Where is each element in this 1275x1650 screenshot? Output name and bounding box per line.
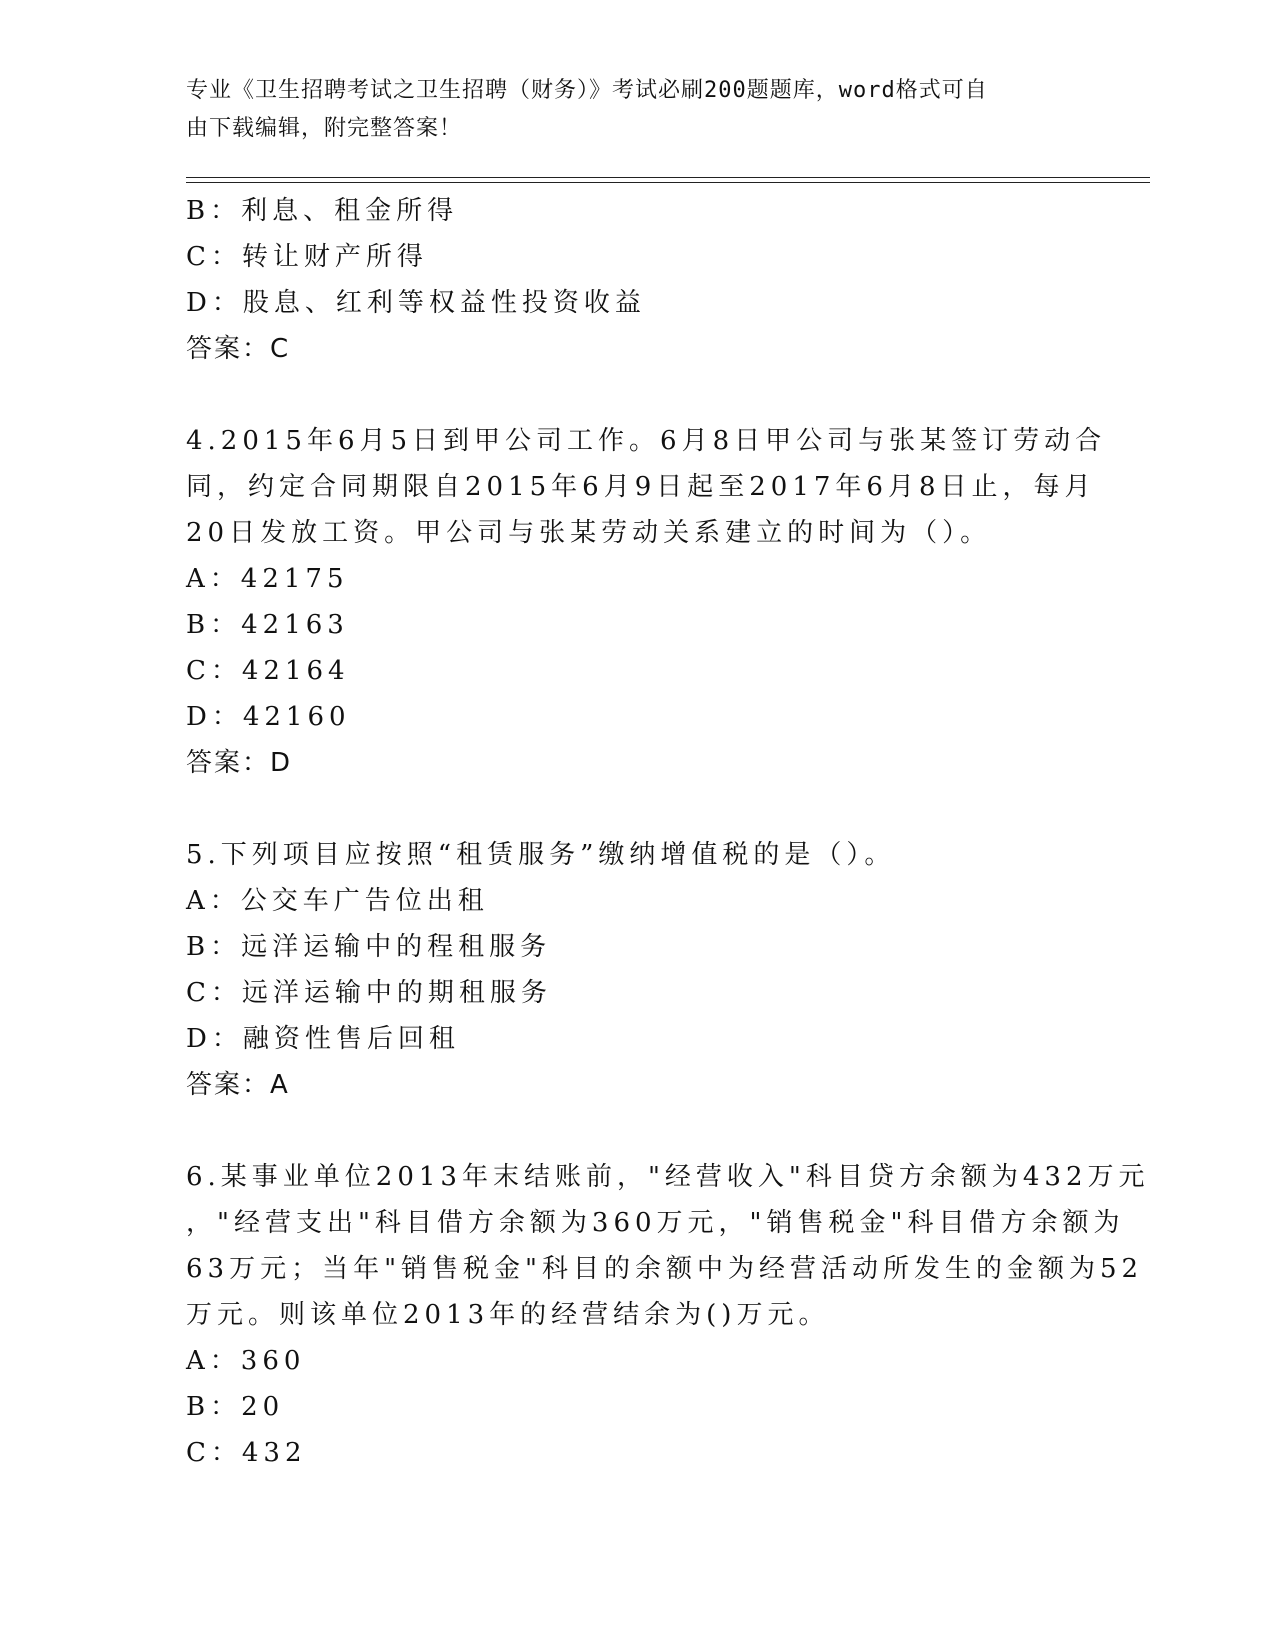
header-line-1: 专业《卫生招聘考试之卫生招聘（财务）》考试必刷200题题库，word格式可自 <box>186 78 988 103</box>
answer-line: 答案：A <box>186 1070 290 1100</box>
document-body <box>186 188 1150 1476</box>
spacer <box>186 372 1086 418</box>
option-c: C：42164 <box>186 656 350 686</box>
question-text-line: 同，约定合同期限自2015年6月9日起至2017年6月8日止，每月 <box>186 472 1096 502</box>
option-c: C：转让财产所得 <box>186 242 428 272</box>
question-text-line: 63万元；当年"销售税金"科目的余额中为经营活动所发生的金额为52 <box>186 1254 1144 1284</box>
question-5 <box>186 832 1086 1108</box>
question-text-line: ，"经营支出"科目借方余额为360万元，"销售税金"科目借方余额为 <box>186 1208 1125 1238</box>
question-text-line: 6.某事业单位2013年末结账前，"经营收入"科目贷方余额为432万元 <box>186 1162 1150 1192</box>
option-b: B：利息、租金所得 <box>186 196 459 226</box>
option-c: C：432 <box>186 1438 307 1468</box>
option-b: B：20 <box>186 1392 285 1422</box>
option-b: B：42163 <box>186 610 349 640</box>
option-b: B：远洋运输中的程租服务 <box>186 932 552 962</box>
answer-line: 答案：C <box>186 334 291 364</box>
question-text-line: 5.下列项目应按照“租赁服务”缴纳增值税的是（）。 <box>186 840 896 870</box>
question-text-line: 万元。则该单位2013年的经营结余为()万元。 <box>186 1300 830 1330</box>
question-3 <box>186 188 1086 372</box>
option-a: A：360 <box>186 1346 306 1376</box>
option-c: C：远洋运输中的期租服务 <box>186 978 552 1008</box>
option-d: D：融资性售后回租 <box>186 1024 460 1054</box>
question-6 <box>186 1154 1150 1476</box>
option-d: D：42160 <box>186 702 351 732</box>
spacer <box>186 1108 1086 1154</box>
header-line-2: 由下载编辑，附完整答案！ <box>186 116 463 141</box>
question-4 <box>186 418 1107 786</box>
spacer <box>186 786 1086 832</box>
option-a: A：公交车广告位出租 <box>186 886 489 916</box>
header-divider <box>186 177 1150 183</box>
option-d: D：股息、红利等权益性投资收益 <box>186 288 646 318</box>
question-text-line: 4.2015年6月5日到甲公司工作。6月8日甲公司与张某签订劳动合 <box>186 426 1107 456</box>
document-header <box>186 72 1086 148</box>
question-text-line: 20日发放工资。甲公司与张某劳动关系建立的时间为（）。 <box>186 518 992 548</box>
answer-line: 答案：D <box>186 748 293 778</box>
option-a: A：42175 <box>186 564 349 594</box>
